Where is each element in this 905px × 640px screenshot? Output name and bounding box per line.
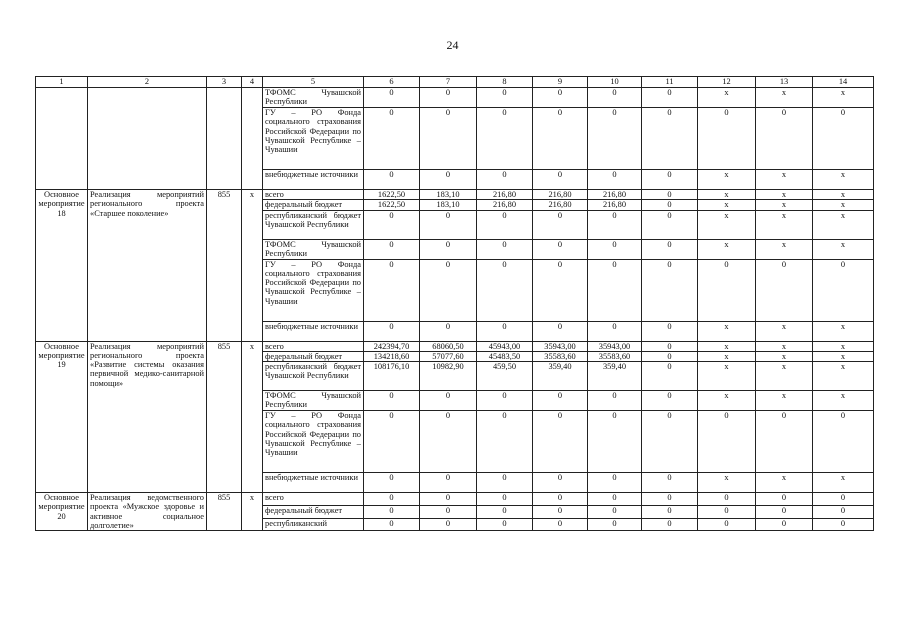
- value-cell: 0: [477, 391, 533, 411]
- measure-mark: x: [242, 190, 263, 342]
- value-cell: 0: [533, 170, 588, 190]
- value-cell: 0: [477, 108, 533, 170]
- value-cell: 0: [698, 493, 756, 506]
- value-cell: 0: [533, 518, 588, 531]
- measure-name: Реализация ведомственного проекта «Мужское здоровье и активное социальное долголетие»: [88, 493, 207, 531]
- source-cell: ТФОМС Чувашской Республики: [263, 239, 364, 259]
- value-cell: 35583,60: [588, 351, 642, 361]
- column-number: 6: [364, 77, 420, 88]
- value-cell: 0: [642, 239, 698, 259]
- value-cell: 0: [364, 108, 420, 170]
- value-cell: x: [813, 200, 874, 210]
- value-cell: x: [756, 239, 813, 259]
- value-cell: 0: [364, 321, 420, 341]
- value-cell: 0: [420, 518, 477, 531]
- value-cell: 0: [364, 391, 420, 411]
- table-row: [36, 493, 874, 506]
- measure-name: Реализация мероприятий регионального проекта «Развитие системы оказания первичной медико-санитарной помощи»: [88, 341, 207, 493]
- measure-code: 855: [207, 341, 242, 493]
- column-number: 4: [242, 77, 263, 88]
- value-cell: x: [698, 239, 756, 259]
- value-cell: 216,80: [588, 200, 642, 210]
- value-cell: 0: [364, 505, 420, 518]
- value-cell: 0: [477, 518, 533, 531]
- value-cell: 0: [588, 493, 642, 506]
- value-cell: 0: [756, 505, 813, 518]
- value-cell: 0: [477, 210, 533, 239]
- value-cell: 0: [642, 505, 698, 518]
- column-number: 5: [263, 77, 364, 88]
- value-cell: 0: [533, 259, 588, 321]
- source-cell: всего: [263, 341, 364, 351]
- source-cell: всего: [263, 190, 364, 200]
- value-cell: 0: [588, 518, 642, 531]
- value-cell: 183,10: [420, 200, 477, 210]
- value-cell: x: [698, 88, 756, 108]
- value-cell: x: [756, 391, 813, 411]
- value-cell: x: [756, 170, 813, 190]
- value-cell: 0: [420, 170, 477, 190]
- value-cell: 0: [420, 259, 477, 321]
- value-cell: 0: [642, 88, 698, 108]
- value-cell: x: [813, 170, 874, 190]
- value-cell: x: [813, 88, 874, 108]
- table-row: [36, 88, 874, 108]
- value-cell: x: [698, 210, 756, 239]
- value-cell: 35943,00: [533, 341, 588, 351]
- value-cell: x: [756, 190, 813, 200]
- value-cell: 0: [756, 493, 813, 506]
- source-cell: федеральный бюджет: [263, 351, 364, 361]
- value-cell: x: [698, 391, 756, 411]
- value-cell: 0: [420, 321, 477, 341]
- value-cell: 68060,50: [420, 341, 477, 351]
- measure-label: Основное мероприятие 19: [36, 341, 88, 493]
- value-cell: 45483,50: [477, 351, 533, 361]
- value-cell: x: [698, 362, 756, 391]
- source-cell: ТФОМС Чувашской Республики: [263, 88, 364, 108]
- value-cell: 0: [642, 200, 698, 210]
- value-cell: 0: [588, 505, 642, 518]
- value-cell: 0: [533, 391, 588, 411]
- column-number: 7: [420, 77, 477, 88]
- source-cell: федеральный бюджет: [263, 505, 364, 518]
- source-cell: федеральный бюджет: [263, 200, 364, 210]
- value-cell: 216,80: [533, 190, 588, 200]
- value-cell: 0: [588, 108, 642, 170]
- measure-mark: x: [242, 493, 263, 531]
- value-cell: 0: [477, 239, 533, 259]
- value-cell: 0: [420, 391, 477, 411]
- value-cell: 0: [364, 411, 420, 473]
- value-cell: x: [698, 170, 756, 190]
- value-cell: 216,80: [588, 190, 642, 200]
- value-cell: 0: [588, 88, 642, 108]
- value-cell: x: [698, 351, 756, 361]
- value-cell: 0: [756, 259, 813, 321]
- value-cell: 0: [364, 259, 420, 321]
- value-cell: 0: [364, 239, 420, 259]
- value-cell: 0: [588, 473, 642, 493]
- value-cell: 0: [477, 493, 533, 506]
- value-cell: x: [813, 473, 874, 493]
- value-cell: 0: [364, 493, 420, 506]
- value-cell: 0: [642, 411, 698, 473]
- value-cell: 0: [420, 210, 477, 239]
- value-cell: 0: [533, 473, 588, 493]
- value-cell: 0: [533, 239, 588, 259]
- column-number: 12: [698, 77, 756, 88]
- value-cell: 1622,50: [364, 190, 420, 200]
- empty-cell: [242, 88, 263, 190]
- value-cell: 0: [364, 473, 420, 493]
- value-cell: 0: [477, 259, 533, 321]
- value-cell: x: [756, 210, 813, 239]
- value-cell: 0: [477, 411, 533, 473]
- value-cell: 0: [642, 170, 698, 190]
- value-cell: 0: [756, 108, 813, 170]
- value-cell: 0: [588, 210, 642, 239]
- value-cell: 0: [698, 259, 756, 321]
- value-cell: 0: [642, 391, 698, 411]
- value-cell: 0: [477, 505, 533, 518]
- value-cell: x: [698, 321, 756, 341]
- column-number: 3: [207, 77, 242, 88]
- measure-code: 855: [207, 493, 242, 531]
- empty-cell: [36, 88, 88, 190]
- value-cell: 0: [642, 210, 698, 239]
- table-row: [36, 341, 874, 351]
- value-cell: 0: [420, 493, 477, 506]
- value-cell: 57077,60: [420, 351, 477, 361]
- value-cell: x: [698, 200, 756, 210]
- value-cell: 0: [756, 518, 813, 531]
- value-cell: x: [756, 341, 813, 351]
- value-cell: 0: [698, 411, 756, 473]
- value-cell: 0: [364, 88, 420, 108]
- value-cell: 0: [813, 493, 874, 506]
- value-cell: 35583,60: [533, 351, 588, 361]
- value-cell: 0: [533, 108, 588, 170]
- column-number: 2: [88, 77, 207, 88]
- value-cell: x: [813, 239, 874, 259]
- value-cell: 45943,00: [477, 341, 533, 351]
- value-cell: 10982,90: [420, 362, 477, 391]
- source-cell: внебюджетные источники: [263, 321, 364, 341]
- value-cell: 0: [420, 411, 477, 473]
- measure-label: Основное мероприятие 20: [36, 493, 88, 531]
- value-cell: x: [813, 210, 874, 239]
- empty-cell: [88, 88, 207, 190]
- value-cell: 0: [533, 210, 588, 239]
- column-number: 11: [642, 77, 698, 88]
- value-cell: 0: [533, 88, 588, 108]
- source-cell: республиканский: [263, 518, 364, 531]
- value-cell: 0: [588, 170, 642, 190]
- column-number: 1: [36, 77, 88, 88]
- value-cell: 216,80: [477, 190, 533, 200]
- value-cell: x: [698, 341, 756, 351]
- value-cell: 183,10: [420, 190, 477, 200]
- value-cell: 216,80: [533, 200, 588, 210]
- value-cell: 0: [420, 505, 477, 518]
- value-cell: 0: [642, 473, 698, 493]
- value-cell: 0: [813, 518, 874, 531]
- value-cell: 0: [588, 391, 642, 411]
- value-cell: x: [813, 351, 874, 361]
- value-cell: 0: [420, 239, 477, 259]
- value-cell: 242394,70: [364, 341, 420, 351]
- value-cell: 0: [477, 88, 533, 108]
- value-cell: 0: [642, 341, 698, 351]
- value-cell: 0: [642, 190, 698, 200]
- value-cell: 0: [813, 259, 874, 321]
- value-cell: 0: [364, 518, 420, 531]
- value-cell: x: [698, 473, 756, 493]
- source-cell: всего: [263, 493, 364, 506]
- value-cell: 0: [533, 411, 588, 473]
- value-cell: 0: [813, 108, 874, 170]
- value-cell: x: [813, 190, 874, 200]
- value-cell: 216,80: [477, 200, 533, 210]
- value-cell: 0: [364, 170, 420, 190]
- page-number: 24: [446, 38, 459, 52]
- source-cell: ГУ – РО Фонда социального страхования Российской Федерации по Чувашской Республике – Чувашии: [263, 259, 364, 321]
- value-cell: 134218,60: [364, 351, 420, 361]
- source-cell: республиканский бюджет Чувашской Республики: [263, 362, 364, 391]
- value-cell: 0: [533, 321, 588, 341]
- value-cell: 0: [642, 321, 698, 341]
- value-cell: 0: [698, 505, 756, 518]
- value-cell: 0: [533, 505, 588, 518]
- value-cell: 0: [588, 259, 642, 321]
- value-cell: x: [756, 473, 813, 493]
- source-cell: внебюджетные источники: [263, 473, 364, 493]
- value-cell: 0: [588, 411, 642, 473]
- value-cell: 108176,10: [364, 362, 420, 391]
- column-number: 10: [588, 77, 642, 88]
- header-row: [36, 77, 874, 88]
- value-cell: x: [813, 341, 874, 351]
- measure-code: 855: [207, 190, 242, 342]
- value-cell: 0: [813, 505, 874, 518]
- value-cell: 0: [642, 259, 698, 321]
- value-cell: x: [813, 391, 874, 411]
- source-cell: внебюджетные источники: [263, 170, 364, 190]
- column-number: 9: [533, 77, 588, 88]
- value-cell: 1622,50: [364, 200, 420, 210]
- value-cell: 35943,00: [588, 341, 642, 351]
- source-cell: ГУ – РО Фонда социального страхования Российской Федерации по Чувашской Республике – Чувашии: [263, 108, 364, 170]
- value-cell: x: [756, 200, 813, 210]
- value-cell: 0: [420, 473, 477, 493]
- measure-name: Реализация мероприятий регионального проекта «Старшее поколение»: [88, 190, 207, 342]
- value-cell: x: [756, 321, 813, 341]
- value-cell: 0: [364, 210, 420, 239]
- value-cell: 359,40: [588, 362, 642, 391]
- value-cell: 0: [698, 108, 756, 170]
- column-number: 14: [813, 77, 874, 88]
- value-cell: x: [756, 362, 813, 391]
- value-cell: 0: [588, 321, 642, 341]
- column-number: 8: [477, 77, 533, 88]
- value-cell: 359,40: [533, 362, 588, 391]
- measure-label: Основное мероприятие 18: [36, 190, 88, 342]
- value-cell: 0: [642, 362, 698, 391]
- measure-mark: x: [242, 341, 263, 493]
- budget-table: [35, 76, 874, 531]
- value-cell: 0: [698, 518, 756, 531]
- value-cell: 0: [642, 351, 698, 361]
- value-cell: 0: [420, 108, 477, 170]
- column-number: 13: [756, 77, 813, 88]
- empty-cell: [207, 88, 242, 190]
- value-cell: x: [756, 88, 813, 108]
- value-cell: x: [813, 321, 874, 341]
- value-cell: 0: [588, 239, 642, 259]
- source-cell: республиканский бюджет Чувашской Республики: [263, 210, 364, 239]
- source-cell: ГУ – РО Фонда социального страхования Российской Федерации по Чувашской Республике – Чувашии: [263, 411, 364, 473]
- value-cell: 0: [813, 411, 874, 473]
- value-cell: 0: [642, 493, 698, 506]
- source-cell: ТФОМС Чувашской Республики: [263, 391, 364, 411]
- value-cell: 0: [420, 88, 477, 108]
- value-cell: 0: [477, 473, 533, 493]
- value-cell: x: [813, 362, 874, 391]
- value-cell: 0: [756, 411, 813, 473]
- value-cell: x: [756, 351, 813, 361]
- value-cell: 0: [642, 108, 698, 170]
- value-cell: 0: [533, 493, 588, 506]
- table-row: [36, 190, 874, 200]
- value-cell: 0: [477, 170, 533, 190]
- value-cell: 0: [642, 518, 698, 531]
- value-cell: 0: [477, 321, 533, 341]
- value-cell: x: [698, 190, 756, 200]
- value-cell: 459,50: [477, 362, 533, 391]
